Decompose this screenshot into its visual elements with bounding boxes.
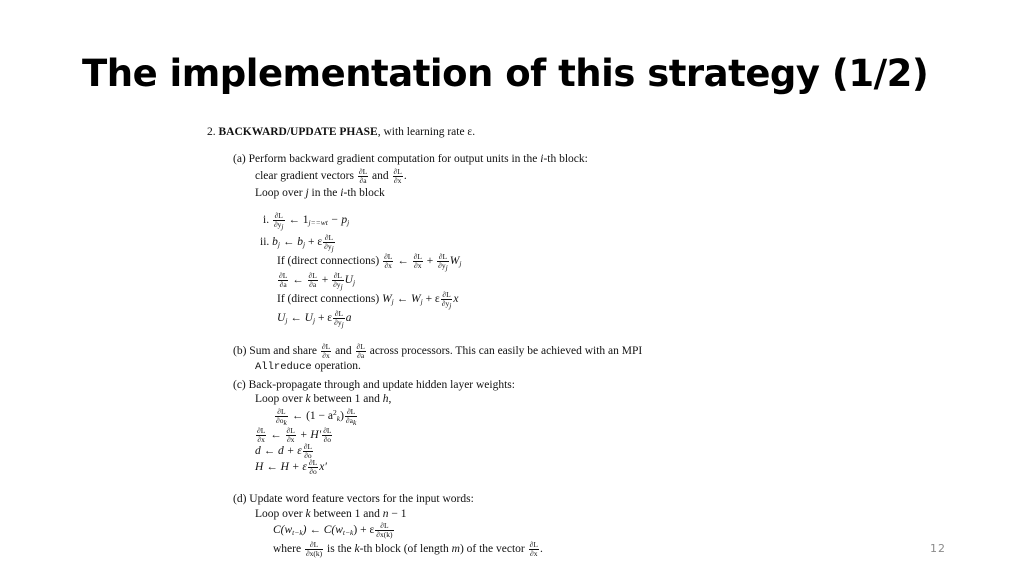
- text: W: [382, 293, 392, 306]
- text: (c): [233, 379, 246, 391]
- text: ∂x: [530, 549, 538, 558]
- text: ∂L: [529, 540, 538, 549]
- text: W: [449, 255, 460, 268]
- text: Loop over: [255, 508, 303, 520]
- text: clear gradient vectors: [255, 170, 354, 183]
- step-b-line-2: [255, 359, 361, 374]
- text: ∂L: [393, 167, 402, 176]
- text: .: [539, 543, 543, 556]
- text: + ε: [425, 293, 440, 306]
- text: j: [312, 316, 316, 326]
- text: m: [451, 543, 460, 556]
- text: (a): [233, 153, 246, 165]
- slide-title: The implementation of this strategy (1/2): [82, 52, 929, 95]
- text: -th block:: [543, 153, 588, 165]
- fraction: [333, 310, 345, 327]
- text: (b): [233, 345, 247, 358]
- text: ∂L: [438, 252, 448, 261]
- text: ∂y: [273, 220, 282, 229]
- text: ∂a: [345, 416, 353, 425]
- fraction: [321, 343, 331, 360]
- text: ) ← C(w: [302, 524, 343, 537]
- text: 2: [332, 408, 337, 418]
- text: ←: [270, 429, 282, 442]
- step-a-ii-a: [277, 272, 355, 289]
- text: t: [325, 218, 328, 228]
- text: ←: [397, 255, 409, 268]
- fraction: [529, 541, 539, 558]
- text: ∂x(k): [376, 530, 393, 539]
- text: t−k: [342, 528, 354, 538]
- text: j: [281, 222, 284, 231]
- fraction: [332, 272, 344, 289]
- text: ): [340, 410, 344, 423]
- text: a: [345, 312, 352, 325]
- text: ∂x(k): [305, 549, 323, 558]
- text: Allreduce: [255, 361, 312, 373]
- text: Loop over: [255, 187, 303, 199]
- step-d-line-2: [255, 507, 407, 521]
- text: j: [277, 240, 280, 250]
- text: x′: [319, 461, 327, 474]
- fraction: [358, 168, 368, 185]
- text: ← H + ε: [266, 461, 307, 474]
- text: + H′: [299, 429, 322, 442]
- text: ←: [292, 274, 304, 287]
- text: d: [255, 445, 261, 458]
- text: ← b: [282, 236, 303, 249]
- text: ∂x: [393, 176, 402, 185]
- text: ← W: [396, 293, 421, 306]
- text: Perform backward gradient computation for output units in the: [248, 153, 538, 165]
- fraction: [308, 272, 318, 289]
- text: , with learning rate ε.: [377, 126, 476, 138]
- text: ∂L: [321, 342, 331, 351]
- text: i: [540, 153, 544, 165]
- fraction: [437, 253, 449, 270]
- text: ∂o: [309, 467, 317, 476]
- text: Sum and share: [249, 345, 318, 358]
- text: ∂x: [384, 261, 392, 270]
- text: + ε: [317, 312, 333, 325]
- text: ∂L: [334, 309, 344, 318]
- fraction: [413, 253, 423, 270]
- text: in the: [311, 187, 338, 199]
- text: U: [344, 274, 353, 287]
- text: − 1: [391, 508, 407, 520]
- text: ∂x: [414, 261, 422, 270]
- text: ∂L: [308, 458, 318, 467]
- step-a-i: [263, 212, 349, 229]
- text: and: [335, 345, 352, 358]
- text: If (direct connections): [277, 255, 380, 268]
- text: + ε: [307, 236, 323, 249]
- text: k: [336, 414, 341, 424]
- text: ∂L: [275, 408, 288, 417]
- step-a-ii-u: [277, 310, 351, 327]
- step-a-ii-x: [277, 253, 461, 270]
- text: operation.: [314, 360, 361, 372]
- fraction: [278, 272, 288, 289]
- text: k: [283, 418, 287, 427]
- step-d-line-1: [233, 492, 474, 506]
- text: j: [449, 301, 452, 310]
- text: +: [426, 255, 434, 268]
- text: k: [305, 393, 311, 405]
- text: ∂a: [309, 280, 317, 289]
- text: ∂y: [334, 318, 342, 327]
- page-number: 12: [930, 542, 946, 555]
- text: ∂L: [324, 233, 334, 242]
- text: BACKWARD/UPDATE PHASE: [218, 126, 378, 138]
- text: ← (1 − a: [291, 410, 333, 423]
- text: ,: [388, 393, 392, 405]
- text: ∂L: [274, 211, 283, 220]
- fraction: [345, 408, 357, 425]
- fraction: [322, 427, 332, 444]
- text: ∂L: [356, 342, 365, 351]
- fraction: [375, 522, 393, 539]
- step-a-line-3: [255, 186, 385, 200]
- text: j: [420, 297, 423, 307]
- text: ∂L: [333, 271, 343, 280]
- text: j: [391, 297, 394, 307]
- text: j: [331, 244, 334, 253]
- fraction: [383, 253, 393, 270]
- step-a-line-2: [255, 168, 407, 185]
- text: ∂L: [323, 426, 332, 435]
- text: ∂L: [413, 252, 422, 261]
- text: k: [354, 543, 360, 556]
- step-c-eq-4: [255, 459, 327, 476]
- step-c-line-2: [255, 392, 391, 406]
- text: ∂o: [323, 435, 332, 444]
- text: j: [459, 259, 462, 269]
- text: j: [285, 316, 288, 326]
- text: ∂a: [359, 176, 367, 185]
- text: C(w: [273, 524, 293, 537]
- text: ) of the vector: [459, 543, 525, 556]
- text: U: [277, 312, 286, 325]
- text: ∂o: [304, 451, 312, 460]
- text: ∂L: [303, 442, 313, 451]
- fraction: [308, 459, 318, 476]
- text: ∂y: [333, 280, 341, 289]
- text: ∂L: [308, 271, 317, 280]
- fraction: [275, 408, 288, 425]
- text: ∂L: [345, 408, 357, 417]
- text: k: [305, 508, 311, 520]
- text: +: [321, 274, 329, 287]
- text: ∂y: [441, 299, 450, 308]
- step-a-ii-w: [277, 291, 458, 308]
- text: ii.: [260, 236, 270, 249]
- step-a-line-1: [233, 152, 588, 166]
- text: 2.: [207, 126, 216, 138]
- fraction: [441, 291, 453, 308]
- fraction: [305, 541, 323, 558]
- text: between 1 and: [313, 508, 380, 520]
- text: and: [372, 170, 389, 183]
- text: ∂x: [257, 435, 265, 444]
- text: between 1 and: [313, 393, 380, 405]
- text: j==w: [308, 218, 326, 228]
- phase-heading: [207, 125, 475, 139]
- text: ∂x: [286, 435, 295, 444]
- text: ∂L: [257, 426, 266, 435]
- text: (d): [233, 493, 247, 505]
- text: x: [453, 293, 459, 306]
- text: .: [403, 170, 407, 183]
- text: ∂L: [442, 290, 451, 299]
- text: -th block: [343, 187, 385, 199]
- step-b-line-1: [233, 343, 642, 360]
- text: j: [352, 278, 356, 288]
- text: ∂y: [324, 242, 332, 251]
- text: i: [340, 187, 344, 199]
- text: j: [302, 240, 306, 250]
- text: ) + ε: [353, 524, 375, 537]
- step-d-eq-1: [273, 522, 395, 539]
- text: H: [255, 461, 264, 474]
- text: n: [382, 508, 389, 520]
- text: across processors. This can easily be achieved with an MPI: [369, 345, 643, 358]
- fraction: [273, 212, 285, 229]
- text: where: [273, 543, 302, 556]
- text: ∂L: [384, 252, 393, 261]
- step-a-ii: [260, 234, 336, 251]
- text: ∂L: [358, 167, 368, 176]
- text: j: [341, 320, 344, 329]
- fraction: [256, 427, 266, 444]
- step-c-eq-3: [255, 443, 314, 460]
- text: ← U: [290, 312, 313, 325]
- text: ← 1: [288, 214, 309, 227]
- text: ← d + ε: [263, 445, 302, 458]
- text: j: [305, 187, 309, 199]
- text: ∂o: [276, 416, 284, 425]
- text: i.: [263, 214, 270, 227]
- fraction: [356, 343, 366, 360]
- text: ∂L: [305, 541, 323, 550]
- text: h: [382, 393, 389, 405]
- text: k: [352, 418, 357, 427]
- fraction: [323, 234, 335, 251]
- text: j: [340, 282, 343, 291]
- text: Update word feature vectors for the input words:: [249, 493, 474, 505]
- step-c-eq-1: [274, 408, 358, 425]
- text: is the: [327, 543, 352, 556]
- text: ∂a: [357, 351, 365, 360]
- text: ∂y: [438, 261, 446, 270]
- text: j: [445, 263, 448, 272]
- fraction: [286, 427, 296, 444]
- text: t−k: [292, 528, 303, 538]
- text: ∂L: [286, 426, 295, 435]
- text: b: [272, 236, 278, 249]
- step-c-eq-2: [255, 427, 333, 444]
- text: Back-propagate through and update hidden layer weights:: [248, 379, 515, 391]
- text: − p: [330, 214, 348, 227]
- fraction: [393, 168, 403, 185]
- step-c-line-1: [233, 378, 515, 392]
- text: ∂L: [279, 271, 288, 280]
- text: -th block (of length: [359, 543, 449, 556]
- text: ∂x: [322, 351, 330, 360]
- text: j: [347, 218, 350, 228]
- text: If (direct connections): [277, 293, 380, 306]
- text: Loop over: [255, 393, 303, 405]
- step-d-where: [273, 541, 543, 558]
- text: ∂a: [279, 280, 287, 289]
- text: ∂L: [375, 522, 393, 531]
